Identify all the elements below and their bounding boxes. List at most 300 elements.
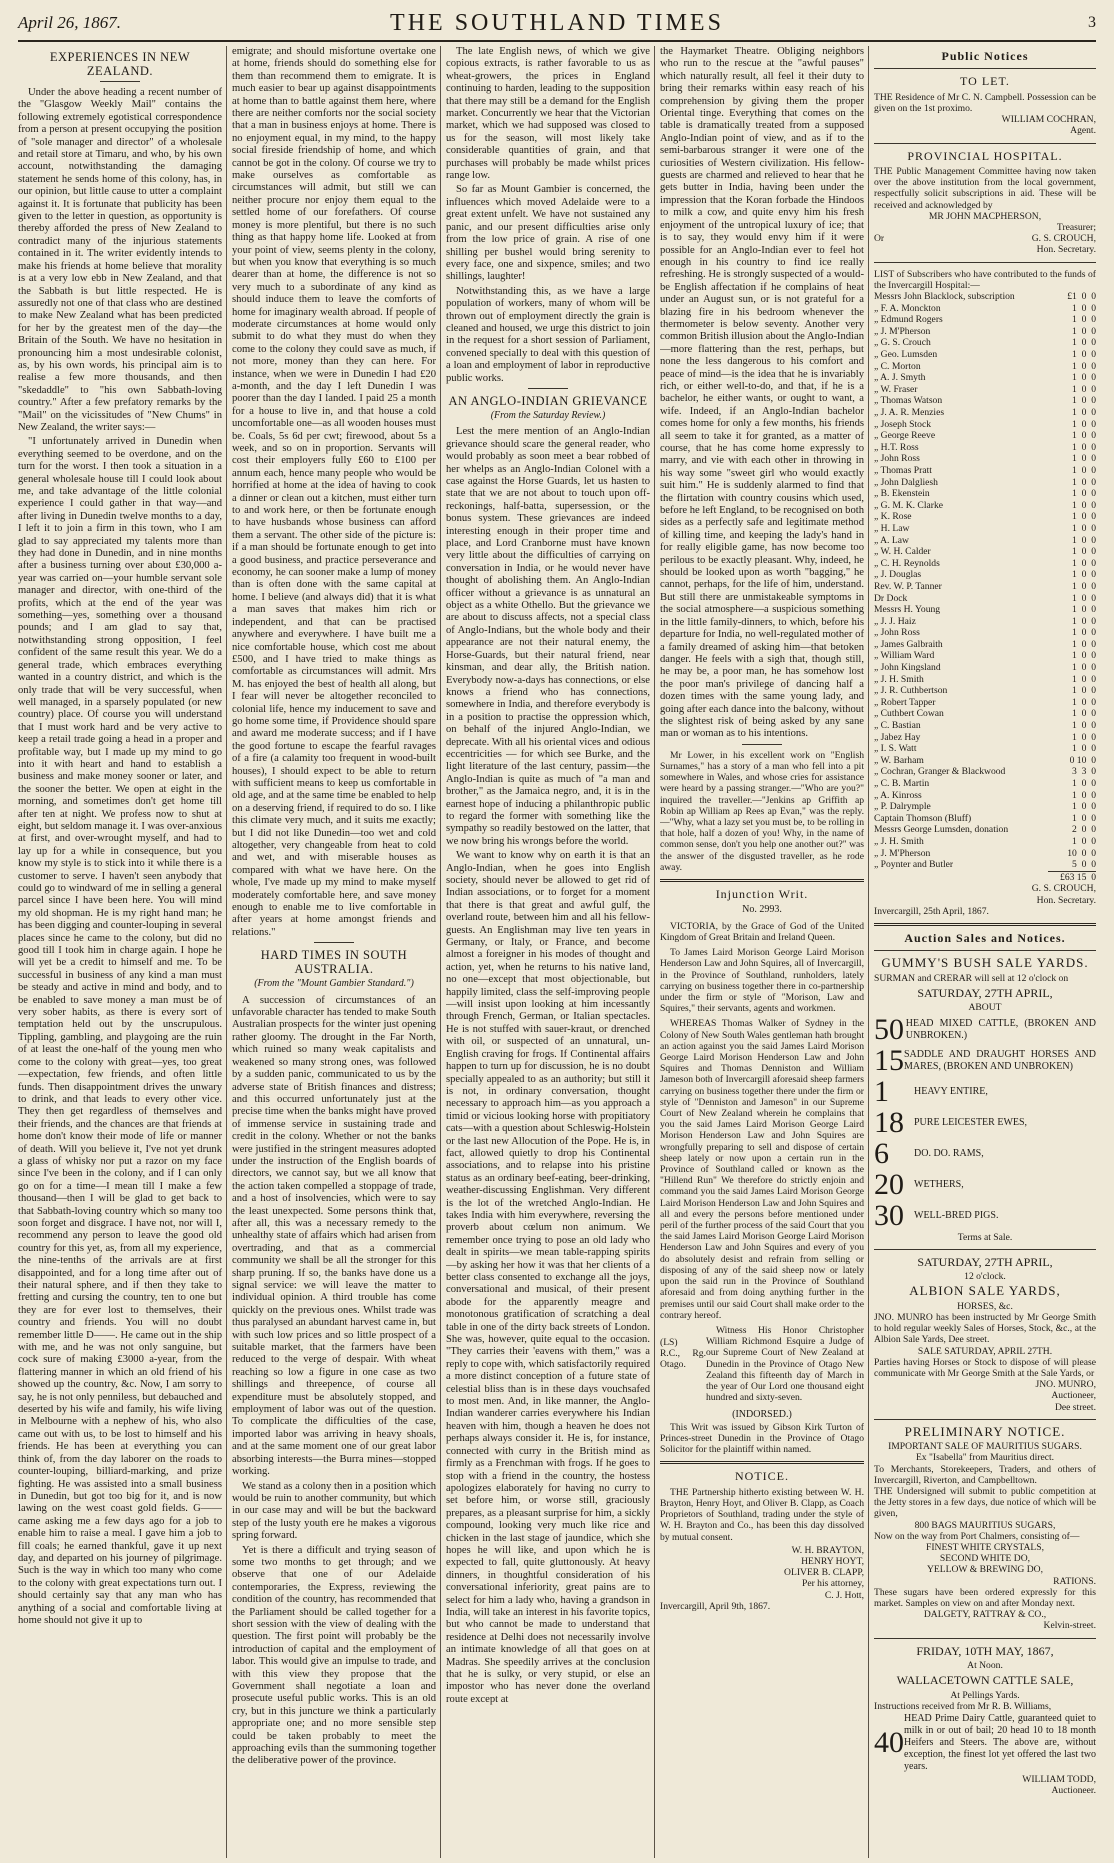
subscriber-amount: 1 0 0 bbox=[1072, 395, 1096, 407]
subscriber-name: „ John Kingsland bbox=[874, 662, 941, 674]
subscriber-name: Messrs H. Young bbox=[874, 604, 941, 616]
subscriber-amount: 1 0 0 bbox=[1072, 650, 1096, 662]
subscriber-row bbox=[874, 627, 1096, 639]
subscriber-row bbox=[874, 801, 1096, 813]
wallacetown-place: At Pellings Yards. bbox=[950, 1689, 1020, 1701]
writ-whereas: WHEREAS Thomas Walker of Sydney in the Colony of New South Wales gentleman hath brought an action against you the said James Laird Morison George Laird Morison Henderson Law and John Squires and Thomas Denniston and William Jameson both of Invercargill aforesaid sheep farmers carrying on business together there under the firm or style of "Denniston and Jameson" in our Supreme Court of New Zealand wherein he complains that you the said James Laird Morison George Laird Morison Henderson Law and John Squires are wrongfully preparing to sell and dispose of certain sheep lately or now upon a certain run in the Province of Southland called or known as the "Hillend Run" We therefore do strictly enjoin and command you the said James Laird Morison George Laird Morison Henderson Law and John Squires and all and every the persons before mentioned under peril of the further process of the said Court that you the said James Laird Morison George Laird Morison Henderson Law and John Squires and every of you do absolutely desist and refrain from selling or disposing of any of the said sheep now or lately upon the said run in the Province of Southland aforesaid and from doing anything further in the premises until our said Court shall make order to the contrary hereof. bbox=[660, 1018, 864, 1321]
column-rule bbox=[226, 46, 227, 1858]
article-paragraph: A succession of circumstances of an unfavorable character has tended to make South Australian prospects for the winter just opening rather gloomy. The drought in the Far North, which ruined so many weak capitalists and weakened so many strong ones, was followed by a sudden panic, communicated to us by the adverse state of British finances and distress; and this occurred unfortunately just at the precise time when the banks might have proved of immense service in sustaining trade and credit in the colony. Whether or not the banks were justified in the stringent measures adopted under the instruction of the English boards of directors, we cannot say, but we all know that the action taken compelled a stoppage of trade, and a host of insolvencies, which were to say the least unexpected. Some persons think that, after all, this was a necessary remedy to the unhealthy state of affairs which had arisen from overtrading, and that as a commercial community we shall be all the stronger for this sharp pruning. If so, the banks have done us a signal service: we will leave the matter to individual opinion. A third trouble has come quickly on the previous ones. Whilst trade was thus paralysed an abundant harvest came in, but with such low prices and so little prospect of a suitable market, that the farmers have been reduced to the verge of despair. With wheat reaching so low a figure in one case as two shillings and threepence, of course all expenditure must be absolutely stopped, and employment of labor was out of the question. To complicate the difficulties of the case, imported labor was arriving in heavy shoals, and at the same moment one of our great labor absorbing interests—the Burra mines—stopped working. bbox=[232, 994, 436, 1478]
divider bbox=[874, 1419, 1096, 1420]
gummy-title: GUMMY'S BUSH SALE YARDS. bbox=[881, 955, 1089, 971]
subscriber-row bbox=[874, 755, 1096, 767]
subscriber-row bbox=[874, 616, 1096, 628]
subscriber-amount: 1 0 0 bbox=[1072, 418, 1096, 430]
subscriber-name: „ J. M'Pherson bbox=[874, 847, 931, 859]
subscriber-amount: 1 0 0 bbox=[1072, 835, 1096, 847]
subscriber-amount: 10 0 0 bbox=[1067, 847, 1096, 859]
subscriber-name: „ J. H. Smith bbox=[874, 673, 924, 685]
hospital-secretary: G. S. CROUCH, bbox=[1031, 233, 1096, 245]
preliminary-notice bbox=[874, 1423, 1096, 1632]
subscriber-amount: 5 0 0 bbox=[1072, 859, 1096, 871]
lot-number: 20 bbox=[874, 1167, 904, 1201]
albion-sale-date: SALE SATURDAY, APRIL 27TH. bbox=[917, 1345, 1053, 1357]
divider bbox=[874, 143, 1096, 144]
subscriber-amount: 1 0 0 bbox=[1072, 685, 1096, 697]
article-heading: EXPERIENCES IN NEW ZEALAND. bbox=[49, 50, 191, 78]
subscriber-row bbox=[874, 732, 1096, 744]
sugar-grade: SECOND WHITE DO, bbox=[939, 1553, 1031, 1565]
albion-title: ALBION SALE YARDS, bbox=[909, 1283, 1061, 1299]
preliminary-sign: DALGETY, RATTRAY & CO., bbox=[923, 1609, 1047, 1621]
subscriber-amount: 1 0 0 bbox=[1072, 464, 1096, 476]
subscriber-name: „ J. H. Smith bbox=[874, 835, 924, 847]
gummy-lots bbox=[874, 1012, 1096, 1232]
preliminary-now: Now on the way from Port Chalmers, consisting of— bbox=[874, 1530, 1080, 1542]
column-rule bbox=[654, 46, 655, 1858]
masthead bbox=[18, 6, 1096, 42]
divider bbox=[874, 1638, 1096, 1639]
to-let-role: Agent. bbox=[1070, 125, 1096, 137]
divider bbox=[100, 81, 140, 82]
sugar-grade: FINEST WHITE CRYSTALS, bbox=[925, 1542, 1044, 1554]
subscriber-amount: 1 0 0 bbox=[1072, 511, 1096, 523]
subscriber-row bbox=[874, 523, 1096, 535]
subscriber-name: Captain Thomson (Bluff) bbox=[874, 812, 972, 824]
divider bbox=[874, 950, 1096, 951]
subscriber-row bbox=[874, 477, 1096, 489]
subscriber-amount: 1 0 0 bbox=[1072, 407, 1096, 418]
subscriber-row bbox=[874, 813, 1096, 825]
lot-number: 1 bbox=[874, 1074, 889, 1108]
subscriber-amount: 1 0 0 bbox=[1072, 778, 1096, 789]
preliminary-to: To Merchants, Storekeepers, Traders, and others of Invercargill, Riverton, and Campbelltown. bbox=[874, 1463, 1096, 1486]
notice-signatory: HENRY HOYT, bbox=[801, 1555, 864, 1567]
article-paragraph: emigrate; and should misfortune overtake one at home, friends should do something else for them than recommend them to emigrate. It is much easier to bear up against disappointments at home than to battle against them here, where there are neither comforts nor the social society that a man in business enjoys at home. There is no enjoyment equal, in my mind, to the happy social fireside friendship of home, and which cannot be got in the colony. Of course we try to make ourselves as comfortable as circumstances will admit, but still we can neither procure nor enjoy them equal to the settled home of our forefathers. Of course money is more plentiful, but there is no such thing as that happy home life. Looked at from your point of view, seems plenty in the colony, but when you know that everything is so much dearer than at home, the difference is not so very much to a subordinate of any kind as should induce them to leave the comforts of home for imaginary wealth abroad. If people of moderate circumstances at home would only submit to do what they must do when they come to the colony they could save as much, if not more, money than they can here. For instance, when we were in Dunedin I had £20 a-month, and the day I left Dunedin I was poorer than the day I landed. I paid 25 a month for a house to live in, and that house a cold uncomfortable one—as all wooden houses must be. Coals, 5s 6d per cwt; firewood, about 5s a week, and so on in proportion. Servants will cost their employers fully £60 to £100 per annum each, hence many people who would be horrified at home at the idea of having to cook a dinner or clean out a kitchen, must either turn to and work here, or then be fortunate enough to have husbands whose business can afford them a servant. The other side of the picture is: if a man should be fortunate enough to get into a good business, and practice perseverance and economy, he can sooner make a lump of money than is often done with the same capital at home. I believe (and always did) that it is what a man saves that makes him rich or independent, and that can be practised anywhere and everywhere. I have built me a nice comfortable house, which cost me about £500, and I have tried to make things as comfortable as circumstances will admit. Mrs M. has enjoyed the best of health all along, but I fear will never be altogether reconciled to colonial life, hence my inducement to save and go home some time, if Providence should spare and award me moderate success; and if I have the good fortune to escape the fearful ravages of a fire (a calamity too frequent in wood-built houses), I should expect to be able to return with sufficient means to keep us comfortable in old age, and at the same time be enabled to help on a deserving friend, if required to do so. I like this climate very much, and it suits me exactly; but I did not like Dunedin—too wet and cold altogether, very changeable from heat to cold and wet, and with miserable houses as compared with what we have here. On the whole, I've made up my mind to make myself moderately comfortable here, and save money enough to enable me to live comfortable in after years at home amongst friends and relations." bbox=[232, 46, 436, 938]
subscriber-name: „ J. Douglas bbox=[874, 569, 922, 581]
wallacetown-instr: Instructions received from Mr R. B. Williams, bbox=[874, 1700, 1052, 1712]
wallacetown-date: FRIDAY, 10TH MAY, 1867, bbox=[916, 1643, 1054, 1658]
divider bbox=[314, 942, 354, 943]
newspaper-title: THE SOUTHLAND TIMES bbox=[390, 9, 724, 36]
subscriber-row bbox=[874, 488, 1096, 500]
subscriber-name: „ J. M'Pherson bbox=[874, 325, 931, 337]
subscriber-amount: 1 0 0 bbox=[1072, 488, 1096, 500]
sale-lot bbox=[874, 1012, 1096, 1046]
subscriber-amount: 1 0 0 bbox=[1072, 476, 1096, 488]
subscriber-name: „ P. Dalrymple bbox=[874, 801, 931, 813]
subscriber-name: „ J. A. R. Menzies bbox=[874, 407, 945, 418]
writ-rc: R.C., Rg. Otago. bbox=[660, 1348, 706, 1371]
wallacetown-role: Auctioneer. bbox=[1051, 1785, 1096, 1797]
albion-body2: Parties having Horses or Stock to dispose of will please communicate with Mr George Smith at the Sale Yards, or bbox=[874, 1356, 1096, 1380]
wallacetown-title: WALLACETOWN CATTLE SALE, bbox=[896, 1673, 1074, 1688]
subscriber-name: „ Poynter and Butler bbox=[874, 859, 954, 871]
lot-text: HEAD Prime Dairy Cattle, guaranteed quiet to milk in or out of bail; 20 head 10 to 18 month Heifers and Steers. The above are, without exception, the finest lot yet offered the last two years. bbox=[904, 1713, 1096, 1773]
subscriber-name: „ John Dalgliesh bbox=[874, 476, 938, 488]
subscriber-name: Dr Dock bbox=[874, 592, 908, 604]
subscriber-total-row bbox=[874, 871, 1096, 884]
subscriber-row bbox=[874, 650, 1096, 662]
subscriber-sign: G. S. CROUCH, bbox=[1031, 883, 1096, 895]
article-source: (From the "Mount Gambier Standard.") bbox=[254, 978, 414, 990]
hospital-body: THE Public Management Committee having now taken over the above institution from the local government, respectfully solicit subscriptions in aid. These will be received and acknowledged by bbox=[874, 166, 1096, 211]
article-paragraph: We want to know why on earth it is that an Anglo-Indian, when he goes into English society, should never be allowed to get rid of Indian associations, or to forget for a moment that there is that great and awful gulf, the overland route, between him and all his fellow-guests. An Englishman may live ten years in Germany, or Italy, or France, and become almost a foreigner in his modes of thought and action, yet, when he returns to his native land, no one—except that most objectionable, but happily limited, class the self-improving people—will insist upon looking at him incessantly through French, German, or Italian spectacles. He is not stuffed with sauer-kraut, or drenched with oil, or suspected of an unnatural, un-English craving for frogs. If Continental affairs happen to turn up for discussion, he is no doubt specially appealed to as an authority; but still it is not, in ordinary conversation, thought necessary to approach him—as you approach a timid or vicious looking horse with propitiatory cats—with a question about Schleswig-Holstein or the last new Allocution of the Pope. He is, in fact, allowed quietly to drop his Continental associations, and to relapse into his pristine status as an ordinary beef-eating, beer-drinking, weather-discussing Englishman. Very different is the lot of the wretched Anglo-Indian. He takes India with him everywhere, reversing the proverb about cœlum non animum. We remember once trying to pose an old lady who dealt in spirits—we mean table-rapping spirits—by asking her how it was that her clients of a better class consented to exchange all the joys, conversational and musical, of their present abode for the apparently meagre and monotonous gratification of scratching a deal table in one of the dirty back streets of London. She was, however, quite equal to the occasion. "They carries their 'eavens with them," was a reply to cope with, which satisfactorily required a more distinct conception of a future state of celestial bliss than is in these days vouchsafed to most men. And, in like manner, the Anglo-Indian wanderer carries everywhere his Indian heaven with him, though a heaven he does not perhaps always consider it. He is, for instance, connected with curry in the British mind as firmly as a Frenchman with frogs. If he goes to stop with a friend in the country, the hostess apologizes elaborately for having no curry to set before him, or worse still, graciously prepares, as a pleasant surprise for him, a sickly compound, looking very much like rice and chicken in the last stage of jaundice, which she hopes he will like, and upon which he is expected to fall, quite gluttonously. At heavy dinners, in thoughtful consideration of his conversational inferiority, great pains are to select for him a lady who, having a grandson in India, will take an interest in his favorite topics, but who cannot be made to understand that residence at Delhi does not necessarily involve an intimate knowledge of all that goes on at Madras. She speedily arrives at the conclusion that he is sulky, or very stupid, or else an impostor who has never done the overland route except at bbox=[446, 850, 650, 1705]
subscriber-row bbox=[874, 511, 1096, 523]
subscriber-row bbox=[874, 419, 1096, 431]
columns bbox=[18, 46, 1096, 1858]
subscriber-name: Messrs John Blacklock, subscription bbox=[874, 291, 1015, 303]
subscriber-amount: 1 0 0 bbox=[1072, 349, 1096, 361]
subscriber-name: „ Edmund Rogers bbox=[874, 314, 943, 326]
sugar-grade: RATIONS. bbox=[1053, 1575, 1096, 1587]
subscriber-name: „ W. Barham bbox=[874, 754, 924, 766]
hospital-notice bbox=[874, 150, 1096, 256]
preliminary-body2: These sugars have been ordered expressly for this market. Samples on view on and after Monday next. bbox=[874, 1586, 1096, 1610]
subscriber-name: „ I. S. Watt bbox=[874, 743, 917, 755]
subscriber-name: „ C. Bastian bbox=[874, 720, 921, 732]
subscriber-name: „ C. Morton bbox=[874, 360, 921, 372]
sale-lot bbox=[874, 1074, 1096, 1108]
notice-place: Invercargill, April 9th, 1867. bbox=[660, 1600, 771, 1612]
subscriber-row bbox=[874, 569, 1096, 581]
issue-date: April 26, 1867. bbox=[18, 13, 121, 32]
subscriber-name: „ John Ross bbox=[874, 453, 920, 465]
subscriber-row bbox=[874, 581, 1096, 593]
lot-number: 6 bbox=[874, 1136, 889, 1170]
subscriber-name: „ Joseph Stock bbox=[874, 418, 932, 430]
subscriber-row bbox=[874, 720, 1096, 732]
subscriber-amount: 1 0 0 bbox=[1072, 604, 1096, 616]
hospital-or: Or bbox=[874, 233, 885, 245]
lot-number: 30 bbox=[874, 1198, 904, 1232]
preliminary-title: PRELIMINARY NOTICE. bbox=[904, 1423, 1066, 1439]
article-paragraph: the Haymarket Theatre. Obliging neighbors who run to the rescue at the "awful pauses" which naturally result, all feel it their duty to bring their remarks within easy reach of his comprehension by giving them the proper Oriental tinge. Everything that comes on the table is dramatically treated from a supposed Anglo-Indian point of view, and as if to the semi-barbarous stranger it were one of the curiosities of Western civilization. His fellow-guests are charmed and relieved to hear that he gets butter in India, having been under the impression that the Koran forbade the Hindoos to milk a cow, and quite envy him his fresh enjoyment of the untropical luxury of ice; that is to say, they would envy him if it were possible for an Anglo-Indian ever to feel hot enough in his country to find ice really refreshing. He is strongly suspected of a would-be English affectation if he complains of heat under an August sun, or is not grateful for a blazing fire in his bedroom whenever the thermometer is below seventy. Another very common British illusion about the Anglo-Indian—more flattering than the rest, perhaps, but none the less dangerous to his comfort and peace of mind—is the idea that he is invariably rich, or either well-to-do, and that, if he is a bachelor, he either wants, or ought to want, a wife. Indeed, if an Anglo-Indian bachelor comes home for only a few months, his friends all seem to take it for granted, as a matter of course, that he has come home expressly to marry, and vie with each other in throwing in his way some "sweet girl who would exactly suit him." He is suddenly alarmed to find that the flirtation with country cousins which used, before he left England, to be recognised on both sides as a perfectly safe and legitimate method of killing time, and keeping the lady's hand in for really eligible game, has now become too perilous to be exactly pleasant. Why, indeed, he should be looked upon as worth "bagging," he cannot, perhaps, for the life of him, understand. But still there are unmistakeable symptoms in the social atmosphere—a suspicious something in the little family-dinners, to which, before his departure for India, no well-regulated mother of a family dreamed of asking him—that betoken danger. He feels with a sigh that, though still, he may be, a poor man, he has somehow lost the poor man's privilege of dancing half a dozen times with the same young lady, and going after each dance into the balcony, without the slightest risk of being asked by any sane man or woman as to his intentions. bbox=[660, 46, 864, 740]
sale-lot bbox=[874, 1043, 1096, 1077]
gummy-about: ABOUT bbox=[968, 1002, 1002, 1014]
subscriber-amount: 1 0 0 bbox=[1072, 325, 1096, 337]
subscriber-amount: 1 0 0 bbox=[1072, 812, 1096, 824]
gummy-date: SATURDAY, 27TH APRIL, bbox=[917, 985, 1053, 1000]
subscriber-row bbox=[874, 743, 1096, 755]
writ-victoria: VICTORIA, by the Grace of God of the United Kingdom of Great Britain and Ireland Queen. bbox=[660, 920, 864, 943]
subscriber-row bbox=[874, 824, 1096, 836]
subscriber-row bbox=[874, 326, 1096, 338]
subscriber-row bbox=[874, 395, 1096, 407]
albion-time: 12 o'clock. bbox=[964, 1271, 1006, 1283]
column-4 bbox=[660, 46, 864, 1858]
subscriber-amount: 1 0 0 bbox=[1072, 801, 1096, 813]
preliminary-ex: Ex "Isabella" from Mauritius direct. bbox=[915, 1452, 1055, 1464]
subscriber-row bbox=[874, 778, 1096, 790]
subscriber-row bbox=[874, 558, 1096, 570]
lot-text: HEAVY ENTIRE, bbox=[914, 1085, 988, 1097]
subscriber-amount: 1 0 0 bbox=[1072, 580, 1096, 592]
subscriber-name: „ Thomas Watson bbox=[874, 395, 943, 407]
notice-body: THE Partnership hitherto existing between W. H. Brayton, Henry Hoyt, and Oliver B. Clapp, as Coach Proprietors of Southland, trading under the style of W. H. Brayton and Co., has been this day dissolved by mutual consent. bbox=[660, 1486, 864, 1543]
subscriber-name: „ Thomas Pratt bbox=[874, 464, 932, 476]
subscriber-name: „ W. Fraser bbox=[874, 383, 918, 395]
article-paragraph: The late English news, of which we give copious extracts, is rather favorable to us as wheat-growers, the prices in England continuing to harden, leading to the supposition that there may still be a demand for the English market. Concurrently we hear that the Victorian market, which we had supposed was closed to us for the season, will most likely take considerable quantities of grain, and that purchases will probably be made whilst prices range low. bbox=[446, 46, 650, 182]
subscriber-amount: 1 0 0 bbox=[1072, 546, 1096, 558]
subscriber-row bbox=[874, 790, 1096, 802]
subscriber-name: „ John Ross bbox=[874, 627, 920, 639]
subscriber-row bbox=[874, 708, 1096, 720]
column-5 bbox=[874, 46, 1096, 1858]
subscriber-name: „ H.T. Ross bbox=[874, 441, 919, 453]
preliminary-body: THE Undersigned will submit to public competition at the Jetty stores in a few days, due notice of which will be given, bbox=[874, 1486, 1096, 1520]
albion-body: JNO. MUNRO has been instructed by Mr George Smith to hold regular weekly Sales of Horses, Stock, &c., at the Albion Sale Yards, Dee street. bbox=[874, 1312, 1096, 1346]
subscriber-amount: 1 0 0 bbox=[1072, 638, 1096, 650]
subscriber-row bbox=[874, 337, 1096, 349]
subscriber-row bbox=[874, 535, 1096, 547]
lot-text: SADDLE AND DRAUGHT HORSES AND MARES, (BROKEN AND UNBROKEN) bbox=[904, 1048, 1096, 1072]
preliminary-bags: 800 BAGS MAURITIUS SUGARS, bbox=[914, 1519, 1056, 1531]
subscriber-row bbox=[874, 766, 1096, 778]
subscriber-row bbox=[874, 291, 1096, 303]
subscriber-amount: 2 0 0 bbox=[1072, 824, 1096, 836]
article-paragraph: Under the above heading a recent number of the "Glasgow Weekly Mail" contains the following extremely egotistical correspondence from a person at present occupying the position of "sole manager and director" of a wholesale and retail store at Timaru, and who, by his own account, notwithstanding the damaging statement he sends home of this colony, has, in our opinion, but little cause to utter a complaint against it. It is fortunate that publicity has been given to the letter in question, as opportunity is thereby afforded the press of New Zealand to contradict many of the injurious statements contained in it. The writer evidently intends to make his friends at home believe that morality is at a very low ebb in New Zealand, and that the Sabbath is but little respected. He is assuredly not one of that class who are destined to make New Zealand what has been predicted for her by the greatest men of the day—the Britain of the South. We have no hesitation in pronouncing him a most undesirable colonist, as, by his own words, his principal aim is to realise a few more thousands, and then "skedaddle" to "his own Sabbath-loving country." After a few prefatory remarks by the "Mail" on the vicissitudes of "New Chums" in New Zealand, the writer says:— bbox=[18, 87, 222, 433]
to-let-notice bbox=[874, 75, 1096, 136]
article-paragraph: "I unfortunately arrived in Dunedin when everything seemed to be overdone, and on the turn for the worst. I then took a situation in a general wholesale house till I could look about me, and take advantage of the little colonial experience I could gather in that way—and after living in Dunedin twelve months to a day, I left it to join a firm in this town, who I am glad to say appreciated my talents more than they had done in Dunedin, and in nine months after a business turning over about £30,000 a-year was carried on—your humble servant sole manager and director, with one-third of the profits, which at the end of the year was something—yes, something over a thousand pounds; and I am glad to say that, notwithstanding strong opposition, I feel confident of the same result this year. We do a general trade, which embraces everything wanted in a country district, and which is the only trade that will be very successful, when well managed, in a sparsely populated (or new country) place. Of course you will understand that I must work hard and be very active to keep a retail trade going a head in a proper and profitable way, but I made up my mind to go into it with heart and hand to establish a business and make money sooner or later, and the sooner the better. We open at eight in the morning, and sometimes don't get home till after ten at night. We profess now to shut at eight, but seldom manage it. I was over-anxious at first, and over-wrought myself, and had to lay up for a while in consequence, but you know my style is to stick into it while there is a customer to serve. I haven't seen anybody that could go to windward of me in selling a general parcel since I have been here. You will mind my old shopman. He is my right hand man; he has been digging and counter-louping in several places since he came to the colony, but did no good till I took him in charge again. I hope he will yet be a credit to himself and me. To be successful in business of any kind a man must be steady and active in mind and body, and to be enabled to save money a man must be of very sober habits, as there is every sort of temptation held out by the unscrupulous. Tippling, gambling, and playgoing are the ruin of at least the one-half of the young men who come to the colony with great—yes, too great—expectation, few friends, and often little funds. Then disappointment drives the unwary to drink, and that leads to every other vice. They then get regardless of themselves and their friends, and the chances are that friends at home don't know their mode of life or manner of death. Will you believe it, I've not yet drunk a glass of whisky nor put a razor on my face since I've been in the colony, and if I can only go on for a time—I mean till I make a few thousand—then I will be glad to get back to that Sabbath-loving country which so many too soon forget and disgrace. I have not, nor will I, recommend any person to leave the good old country for this yet, as, from all my experience, the nine-tenths of the arrivals are at first disappointed, and for a long time after out of their natural sphere, and if then they take to fretting and cursing the country, ten to one but they are for ever lost to themselves, their country and friends. You will no doubt remember little D——. He came out in the ship with me, and he was not only sanguine, but cock sure of making £3000 a-year, from the flattering manner in which an old friend of his showed up the country, &c. Now, I am sorry to say, he is not only penniless, but debauched and deserted by his wife and family, his wife living in Melbourne with a nephew of his, who also came out with us, to be lost to himself and his friends. He has been at everything you can think of, from the day laborer on the roads to counter-louping, billiard-marking, and prize fighting. He was assisted into a small business in Dunedin, but got too big for it, and is now lawing on the west coast gold fields. G—— came asking me a few days ago for a job to enable him to raise a meal. I gave him a job to fill coals; he earned thankful, gave it up next day, and departed on his journey of pilgrimage. Such is the way in which too many who come to the colony with great expectations turn out. I should certainly say that any man who has anything of a social and comfortable living at home should not give it up to bbox=[18, 436, 222, 1626]
subscriber-row bbox=[874, 430, 1096, 442]
subscriber-name: „ B. Ekenstein bbox=[874, 488, 930, 500]
subscriber-row bbox=[874, 848, 1096, 860]
gummy-terms: Terms at Sale. bbox=[957, 1231, 1013, 1243]
subscriber-row bbox=[874, 859, 1096, 871]
albion-sign: JNO. MUNRO, bbox=[1035, 1379, 1096, 1391]
sugar-grade: YELLOW & BREWING DO, bbox=[927, 1564, 1043, 1576]
subscriber-amount: 1 0 0 bbox=[1072, 615, 1096, 627]
wallacetown-sale bbox=[874, 1645, 1096, 1797]
subscriber-row bbox=[874, 314, 1096, 326]
writ-witness: Witness His Honor Christopher William Richmond Esquire a Judge of our Supreme Court of New Zealand at Dunedin in the Province of Otago New Zealand this fifteenth day of March in the year of Our Lord one thousand eight hundred and sixty-seven. bbox=[706, 1324, 864, 1404]
subscriber-amount: 1 0 0 bbox=[1072, 627, 1096, 639]
article-paragraph: We stand as a colony then in a position which would be ruin to another community, but which in our case may and will be but the backward step of the lusty youth ere he makes a vigorous spring forward. bbox=[232, 1480, 436, 1542]
albion-date: SATURDAY, 27TH APRIL, bbox=[917, 1254, 1053, 1269]
writ-number: No. 2993. bbox=[742, 904, 782, 916]
injunction-writ bbox=[660, 888, 864, 1455]
article-heading: AN ANGLO-INDIAN GRIEVANCE bbox=[448, 393, 648, 408]
article-paragraph: Notwithstanding this, as we have a large population of workers, many of whom will be thrown out of employment directly the grain is cleaned and housed, we urge this district to join in the request for a short session of Parliament, convened specially to deal with this question of a loan and employment of labor in reproductive public works. bbox=[446, 285, 650, 384]
subscriber-name: „ James Galbraith bbox=[874, 638, 943, 650]
subscriber-amount: 1 0 0 bbox=[1072, 789, 1096, 801]
article-paragraph: So far as Mount Gambier is concerned, the influences which moved Adelaide were to a great extent unfelt. We have not sustained any panic, and our present difficulties arise only from the low price of grain. A rise of one shilling per bushel would bring serenity to every face, one and sixpence, smiles; and two shillings, laughter! bbox=[446, 184, 650, 283]
to-let-sign: WILLIAM COCHRAN, bbox=[1001, 114, 1096, 126]
lot-number: 15 bbox=[874, 1043, 904, 1077]
double-rule bbox=[874, 923, 1096, 926]
albion-place: Dee street. bbox=[1054, 1401, 1096, 1413]
subscriber-name: Rev. W. P. Tanner bbox=[874, 580, 942, 592]
subscriber-name: „ C. H. Reynolds bbox=[874, 557, 940, 569]
subscriber-row bbox=[874, 384, 1096, 396]
subscriber-amount: 1 0 0 bbox=[1072, 696, 1096, 708]
albion-role: Auctioneer, bbox=[1051, 1390, 1096, 1402]
writ-seal bbox=[660, 1325, 706, 1405]
subscriber-name: „ F. A. Monckton bbox=[874, 302, 941, 314]
preliminary-place: Kelvin-street. bbox=[1043, 1620, 1096, 1632]
gummy-sale bbox=[874, 957, 1096, 1242]
subscriber-name: „ Robert Tapper bbox=[874, 696, 936, 708]
subscriber-name: „ C. B. Martin bbox=[874, 778, 930, 789]
to-let-title: TO LET. bbox=[960, 74, 1010, 89]
subscriber-name: Messrs George Lumsden, donation bbox=[874, 824, 1009, 836]
subscriber-amount: 1 0 0 bbox=[1072, 441, 1096, 453]
sale-lot bbox=[874, 1136, 1096, 1170]
column-1 bbox=[18, 46, 222, 1858]
section-title: Auction Sales and Notices. bbox=[904, 930, 1066, 945]
subscriber-amount: 0 10 0 bbox=[1069, 754, 1096, 766]
subscriber-row bbox=[874, 303, 1096, 315]
subscriber-row bbox=[874, 372, 1096, 384]
subscriber-name: „ Cuthbert Cowan bbox=[874, 708, 944, 720]
subscriber-row bbox=[874, 442, 1096, 454]
writ-title: Injunction Writ. bbox=[715, 886, 809, 901]
subscriber-name: „ A. Kinross bbox=[874, 789, 922, 801]
writ-indorsement: This Writ was issued by Gibson Kirk Turton of Princes-street Dunedin in the Province of Otago Solicitor for the plaintiff within named. bbox=[660, 1421, 864, 1456]
writ-ls: (LS) bbox=[660, 1336, 678, 1348]
subscriber-name: „ H. Law bbox=[874, 522, 910, 534]
subscriber-amount: 1 0 0 bbox=[1072, 360, 1096, 372]
subscriber-role: Hon. Secretary. bbox=[1036, 894, 1096, 906]
subscriber-date: Invercargill, 25th April, 1867. bbox=[874, 905, 989, 917]
subscriber-amount: 1 0 0 bbox=[1072, 673, 1096, 685]
subscriber-name: „ G. M. K. Clarke bbox=[874, 499, 944, 511]
subscriber-amount: 1 0 0 bbox=[1072, 731, 1096, 743]
divider bbox=[874, 1249, 1096, 1250]
subscriber-intro: LIST of Subscribers who have contributed to the funds of the Invercargill Hospital:— bbox=[874, 268, 1096, 291]
subscriber-name: „ J. R. Cuthbertson bbox=[874, 685, 948, 697]
subscriber-amount: 1 0 0 bbox=[1072, 337, 1096, 349]
subscriber-amount: 1 0 0 bbox=[1072, 569, 1096, 581]
subscriber-amount: 1 0 0 bbox=[1072, 720, 1096, 732]
subscriber-name: „ W. H. Calder bbox=[874, 546, 931, 558]
subscriber-list bbox=[874, 269, 1096, 917]
albion-sub: HORSES, &c. bbox=[957, 1300, 1013, 1312]
subscriber-amount: 1 0 0 bbox=[1072, 453, 1096, 465]
writ-indorsed: (INDORSED.) bbox=[732, 1409, 792, 1421]
article-source: (From the Saturday Review.) bbox=[490, 409, 606, 421]
subscriber-row bbox=[874, 604, 1096, 616]
sale-lot bbox=[874, 1198, 1096, 1232]
divider bbox=[528, 388, 568, 389]
lot-text: WETHERS, bbox=[914, 1178, 964, 1190]
subscriber-name: „ Geo. Lumsden bbox=[874, 349, 938, 361]
gummy-intro: SURMAN and CRERAR will sell at 12 o'clock on bbox=[874, 972, 1069, 984]
lot-text: PURE LEICESTER EWES, bbox=[914, 1116, 1028, 1128]
wallacetown-time: At Noon. bbox=[967, 1660, 1003, 1672]
divider bbox=[742, 744, 782, 745]
hospital-treasurer-role: Treasurer; bbox=[1056, 222, 1096, 234]
notice-signatory: W. H. BRAYTON, bbox=[791, 1544, 864, 1556]
article-paragraph: Lest the mere mention of an Anglo-Indian grievance should scare the general reader, who would probably as soon meet a bear robbed of her whelps as an Anglo-Indian Colonel with a case against the Horse Guards, let us hasten to state that we are not about to touch upon off-reckonings, half-batta, supersession, or the bonus system. These grievances are indeed interesting enough in their proper time and place, and Lord Cranborne must have known very little about the difficulties of carrying on conversation in India, or he would never have thought of abolishing them. An Anglo-Indian officer without a grievance is as unnatural an object as a white Othello. But the grievance we are about to discuss affects, not a special class of Anglo-Indians, but the whole body and their appearance are not their natural enemy, the Horse-Guards, but their natural friend, near kinsman, and dear ally, the British nation. Everybody now-a-days has connections, or else knows a friend who has connections, somewhere in India, and therefore everybody is in a position to practise the oppression which, on behalf of the injured Anglo-Indian, we deprecate. With all his oriental vices and odious eccentricities — for which see Burke, and the light literature of the last century, passim—the Anglo-Indian is quite as much of "a man and brother," as the Jamaica negro, and, it is in the earnest hope of inducing a philanthropic public to regard the former with something like the sympathy so readily bestowed on the latter, that we now bring his wrongs before the world. bbox=[446, 426, 650, 847]
hospital-secretary-role: Hon. Secretary. bbox=[1036, 244, 1096, 256]
subscriber-row bbox=[874, 465, 1096, 477]
page-number: 3 bbox=[1088, 14, 1096, 31]
divider bbox=[874, 68, 1096, 69]
lot-text: DO. DO. RAMS, bbox=[914, 1147, 984, 1159]
subscriber-rows bbox=[874, 291, 1096, 871]
lot-number: 18 bbox=[874, 1105, 904, 1139]
divider bbox=[874, 262, 1096, 263]
subscriber-total: £63 15 0 bbox=[1048, 871, 1096, 884]
lot-text: HEAD MIXED CATTLE, (BROKEN AND UNBROKEN.) bbox=[905, 1017, 1096, 1041]
section-title: Public Notices bbox=[941, 49, 1029, 63]
subscriber-amount: £1 0 0 bbox=[1067, 291, 1096, 303]
subscriber-name: „ Cochran, Granger & Blackwood bbox=[874, 766, 1006, 778]
notice-signatory: Per his attorney, bbox=[802, 1578, 864, 1590]
subscriber-row bbox=[874, 697, 1096, 709]
notice-title: NOTICE. bbox=[735, 1469, 789, 1484]
wallacetown-lot bbox=[874, 1713, 1096, 1773]
column-3 bbox=[446, 46, 650, 1858]
double-rule bbox=[660, 1461, 864, 1464]
subscriber-amount: 1 0 0 bbox=[1072, 430, 1096, 442]
subscriber-amount: 1 0 0 bbox=[1072, 522, 1096, 534]
subscriber-name: „ J. J. Haiz bbox=[874, 615, 916, 627]
subscriber-row bbox=[874, 662, 1096, 674]
double-rule bbox=[660, 879, 864, 882]
subscriber-name: „ K. Rose bbox=[874, 511, 912, 523]
subscriber-amount: 1 0 0 bbox=[1072, 662, 1096, 674]
subscriber-amount: 1 0 0 bbox=[1072, 372, 1096, 384]
subscriber-row bbox=[874, 836, 1096, 848]
subscriber-amount: 1 0 0 bbox=[1072, 383, 1096, 395]
wallacetown-sign: WILLIAM TODD, bbox=[1022, 1774, 1096, 1786]
subscriber-amount: 1 0 0 bbox=[1072, 302, 1096, 314]
subscriber-row bbox=[874, 593, 1096, 605]
subscriber-row bbox=[874, 674, 1096, 686]
notice-signatory: C. J. Hott, bbox=[824, 1589, 864, 1601]
partnership-notice bbox=[660, 1470, 864, 1612]
lot-text: WELL-BRED PIGS. bbox=[914, 1209, 999, 1221]
subscriber-row bbox=[874, 500, 1096, 512]
subscriber-amount: 1 0 0 bbox=[1072, 557, 1096, 569]
sale-lot bbox=[874, 1167, 1096, 1201]
subscriber-amount: 1 0 0 bbox=[1072, 592, 1096, 604]
subscriber-amount: 1 0 0 bbox=[1072, 499, 1096, 511]
preliminary-sub: IMPORTANT SALE OF MAURITIUS SUGARS. bbox=[888, 1441, 1082, 1453]
subscriber-amount: 1 0 0 bbox=[1072, 314, 1096, 326]
subscriber-row bbox=[874, 546, 1096, 558]
hospital-treasurer: MR JOHN MACPHERSON, bbox=[928, 210, 1042, 222]
subscriber-row bbox=[874, 361, 1096, 373]
subscriber-name: „ A. Law bbox=[874, 534, 909, 546]
article-paragraph: Yet is there a difficult and trying season of some two months to get through; and we observe that one of our Adelaide contemporaries, the Express, reviewing the condition of the country, has recommended that the Parliament should be called together for a short session with the view of dealing with the question. The first point will probably be the introduction of capital and the employment of labor. This would give an impulse to trade, and with this view they propose that the Government shall negotiate a loan and prosecute useful public works. This is an old cry, but in this juncture we think a particularly appropriate one; and no more sensible step could be taken probably to meet the approaching evils than the summoning together the deliberative power of the province. bbox=[232, 1544, 436, 1767]
subscriber-amount: 1 0 0 bbox=[1072, 743, 1096, 755]
column-rule bbox=[868, 46, 869, 1858]
notice-signatory: OLIVER B. CLAPP, bbox=[784, 1567, 864, 1579]
article-heading: HARD TIMES IN SOUTH AUSTRALIA. bbox=[260, 948, 408, 977]
subscriber-amount: 1 0 0 bbox=[1072, 708, 1096, 720]
subscriber-name: „ G. S. Crouch bbox=[874, 337, 931, 349]
lot-number: 40 bbox=[874, 1726, 904, 1760]
column-2 bbox=[232, 46, 436, 1858]
subscriber-row bbox=[874, 349, 1096, 361]
subscriber-row bbox=[874, 685, 1096, 697]
subscriber-row bbox=[874, 453, 1096, 465]
writ-witness-block bbox=[660, 1325, 864, 1405]
anecdote-paragraph: Mr Lower, in his excellent work on "English Surnames," has a story of a man who fell into a pit somewhere in Wales, and whose cries for assistance were heard by a passing stranger.—"Who are you?" inquired the traveller.—"Jenkins ap Griffith ap Robin ap William ap Rees ap Evan," was the reply.—"Why, what a lazy set you must be, to be rolling in that hole, half a dozen of you! Why, in the name of common sense, don't you help one another out?" was the answer of the disgusted traveller, as he rode away. bbox=[660, 749, 864, 873]
subscriber-amount: 3 3 0 bbox=[1072, 766, 1096, 778]
subscriber-row bbox=[874, 639, 1096, 651]
subscriber-amount: 1 0 0 bbox=[1072, 534, 1096, 546]
lot-number: 50 bbox=[874, 1012, 904, 1046]
to-let-body: THE Residence of Mr C. N. Campbell. Possession can be given on the 1st proximo. bbox=[874, 91, 1096, 115]
sale-lot bbox=[874, 1105, 1096, 1139]
hospital-title: PROVINCIAL HOSPITAL. bbox=[907, 148, 1063, 163]
albion-sale bbox=[874, 1256, 1096, 1413]
hospital-or-line bbox=[874, 233, 1096, 244]
